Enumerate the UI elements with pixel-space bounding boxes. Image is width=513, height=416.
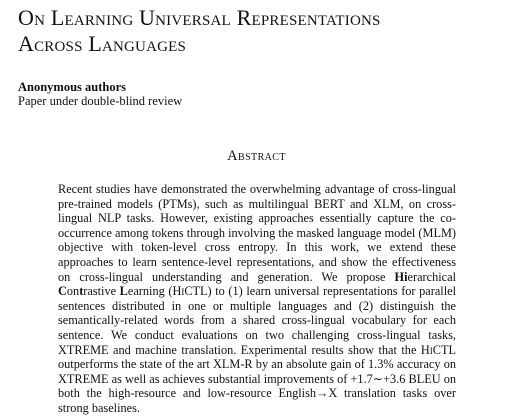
paper-title-line-2: Across Languages: [18, 31, 187, 56]
author-block: [18, 80, 182, 108]
abstract-text: [58, 182, 456, 416]
author-name: Anonymous authors: [18, 80, 127, 94]
abstract-segment-rastive: rastive: [83, 284, 120, 299]
abstract-heading: Abstract: [227, 148, 286, 164]
paper-title: [18, 5, 498, 57]
abstract-segment-hierarchical: erarchical: [407, 269, 456, 284]
method-name-hictl: HiCTL: [172, 284, 208, 299]
abstract-segment-earning: earning (: [127, 284, 173, 299]
acronym-letter-c: C: [58, 284, 67, 299]
acronym-letter-l: L: [119, 284, 128, 299]
method-name-hictl-2: HiCTL: [420, 342, 456, 357]
abstract-segment-on: on: [66, 284, 80, 299]
acronym-letters-hi: Hi: [394, 269, 408, 284]
abstract-segment-2: ) to (1) learn universal representations for parallel sentences distributed in one or multiple languages and (2) distinguish the semantically-related words from a shared cross-lingual vocabulary for each sentence. We conduct evaluations on two challenging cross-lingual tasks, XTREME and machine translation. Experimental results show that the: [58, 284, 456, 357]
paper-title-line-1: On Learning Universal Representations: [18, 5, 381, 30]
abstract-segment-3: outperforms the state of the art XLM-R by an absolute gain of 1.3% accuracy on XTREME as well as achieves substantial improvements of +1.7∼+3.6 BLEU on both the high-resource and low-resource English→X translation tasks over strong baselines.: [58, 357, 456, 415]
abstract-segment-1: Recent studies have demonstrated the overwhelming advantage of cross-lingual pre-trained models (PTMs), such as multilingual BERT and XLM, on cross-lingual NLP tasks. However, existing approaches essentially capture the co-occurrence among tokens through involving the masked language model (MLM) objective with token-level cross entropy. In this work, we extend these approaches to learn sentence-level representations, and show the effectiveness on cross-lingual understanding and generation. We propose: [58, 182, 456, 284]
acronym-letter-t: t: [79, 284, 84, 299]
review-note: Paper under double-blind review: [18, 94, 183, 108]
